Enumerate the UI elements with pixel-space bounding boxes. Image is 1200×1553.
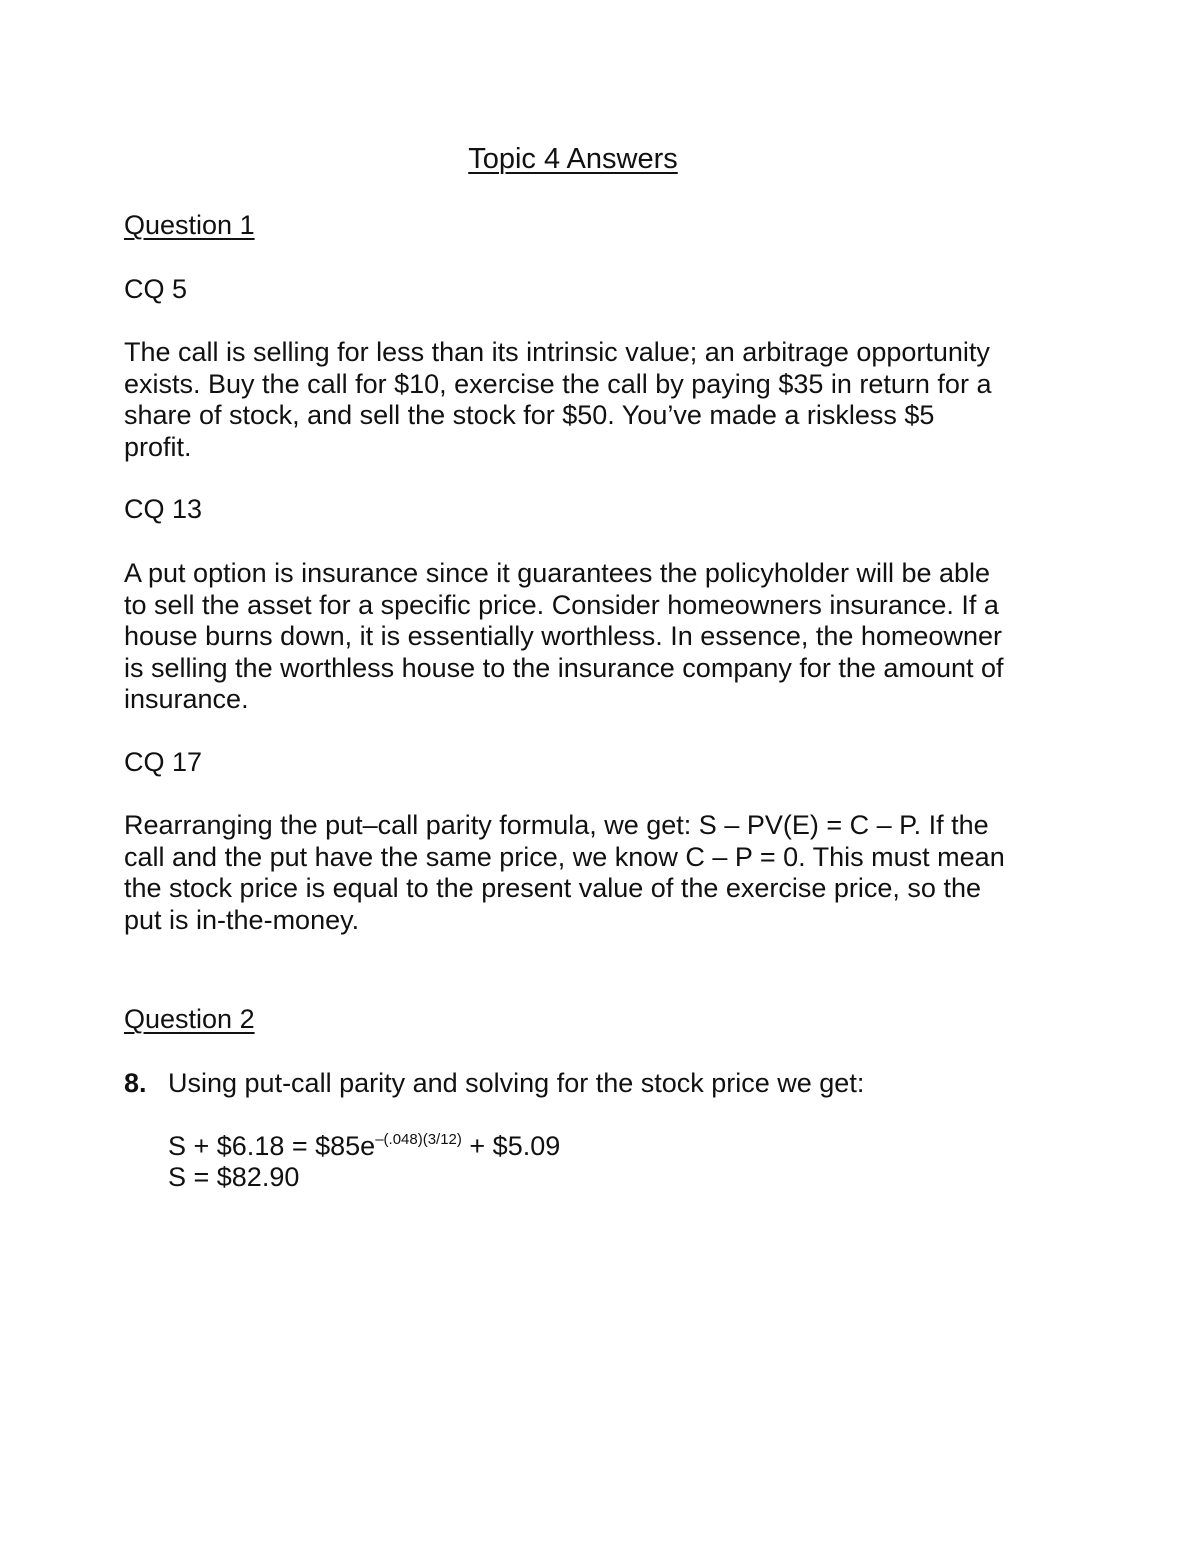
cq17-label: CQ 17 bbox=[124, 747, 203, 777]
item-text: Using put-call parity and solving for the stock price we get: bbox=[168, 1068, 865, 1098]
cq17-line-1: Rearranging the put–call parity formula, we get: S – PV(E) = C – P. If the bbox=[124, 810, 989, 840]
question-2-heading: Question 2 bbox=[124, 1004, 255, 1034]
cq13-line-2: to sell the asset for a specific price. Consider homeowners insurance. If a bbox=[124, 589, 999, 620]
cq13-label: CQ 13 bbox=[124, 494, 203, 524]
page-title: Topic 4 Answers bbox=[468, 143, 678, 175]
cq5-line-3: share of stock, and sell the stock for $50. You’ve made a riskless $5 bbox=[124, 400, 935, 430]
cq17-line-3: the stock price is equal to the present value of the exercise price, so the bbox=[124, 873, 981, 903]
question-1-heading: Question 1 bbox=[124, 210, 255, 240]
cq17-answer bbox=[124, 810, 1044, 936]
cq5-line-4: profit. bbox=[124, 431, 192, 462]
cq13-line-3: house burns down, it is essentially worthless. In essence, the homeowner bbox=[124, 621, 1002, 651]
cq13-line-5: insurance. bbox=[124, 684, 249, 714]
equation-1-left: S + $6.18 = $85e bbox=[168, 1131, 376, 1161]
equation-2: S = $82.90 bbox=[168, 1162, 300, 1192]
cq5-answer bbox=[124, 337, 1044, 463]
equation-1-right: + $5.09 bbox=[461, 1131, 561, 1161]
cq17-line-4: put is in-the-money. bbox=[124, 904, 360, 935]
cq13-answer bbox=[124, 558, 1044, 716]
equation-1-exponent: –(.048)(3/12) bbox=[375, 1131, 462, 1148]
cq13-line-1: A put option is insurance since it guarantees the policyholder will be able bbox=[124, 558, 991, 588]
cq5-line-1: The call is selling for less than its intrinsic value; an arbitrage opportunity bbox=[124, 337, 990, 367]
cq5-line-2: exists. Buy the call for $10, exercise the call by paying $35 in return for a bbox=[124, 368, 992, 399]
cq5-label: CQ 5 bbox=[124, 274, 188, 304]
item-number: 8. bbox=[124, 1068, 147, 1098]
cq13-line-4: is selling the worthless house to the insurance company for the amount of bbox=[124, 652, 1004, 683]
cq17-line-2: call and the put have the same price, we know C – P = 0. This must mean bbox=[124, 841, 1005, 872]
equation-1 bbox=[168, 1131, 560, 1163]
